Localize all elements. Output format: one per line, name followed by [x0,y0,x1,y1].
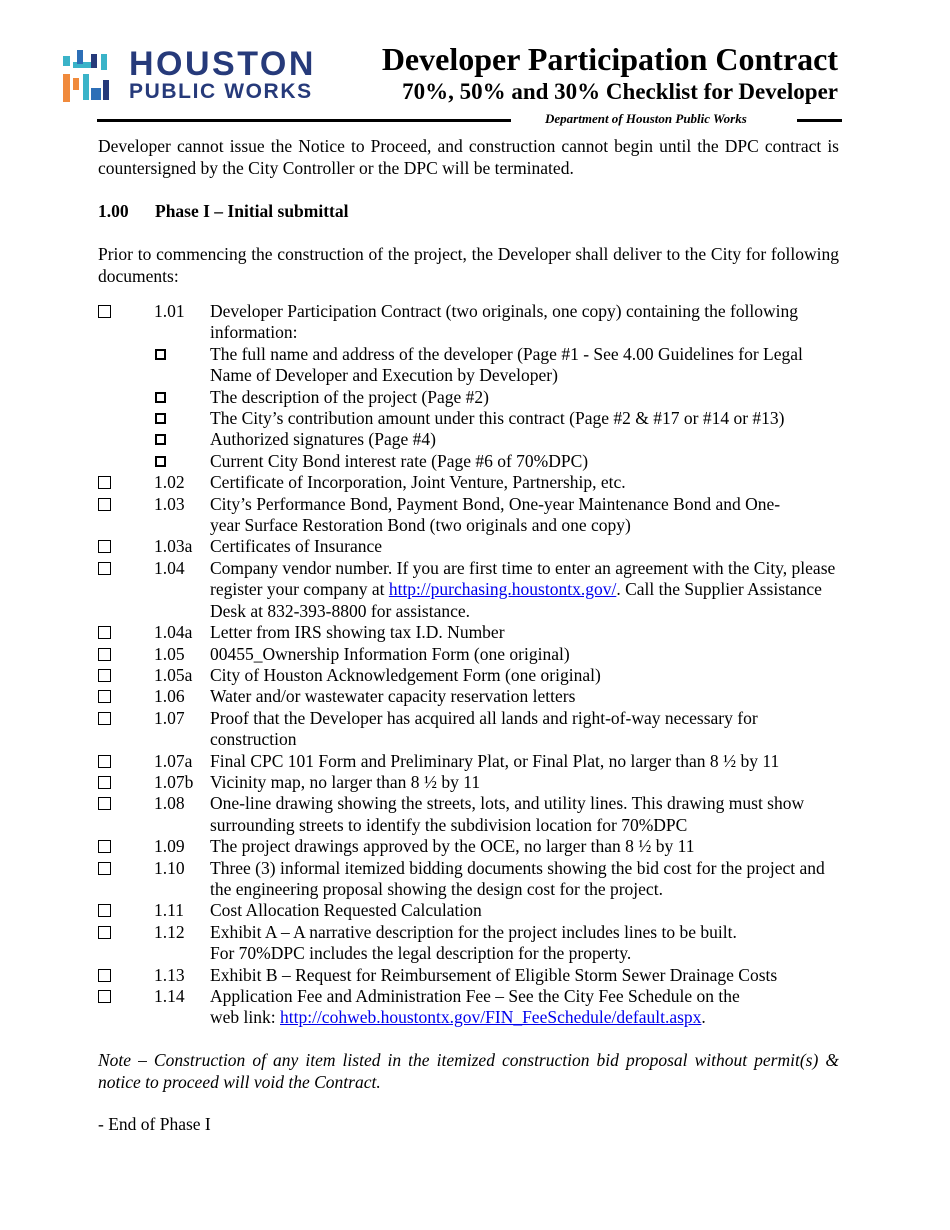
checklist-item [98,751,843,772]
section-number: 1.00 [98,201,129,221]
item-text: Three (3) informal itemized bidding documents showing the bid cost for the project and the engineering proposal showing the design cost for the project. [210,857,825,899]
item-text: Developer Participation Contract (two originals, one copy) containing the following information: [210,301,799,343]
houston-public-works-logo [63,45,333,106]
sub-item-text: The full name and address of the developer (Page #1 - See 4.00 Guidelines for Legal Name of Developer and Execution by Developer) [210,343,803,386]
checklist-item [98,301,843,344]
item-number: 1.02 [154,472,185,493]
checkbox[interactable] [98,669,111,682]
item-number: 1.07a [154,750,193,771]
checkbox[interactable] [98,862,111,875]
item-text: City of Houston Acknowledgement Form (one original) [210,664,601,685]
sub-item-text: The City’s contribution amount under this contract (Page #2 & #17 or #14 or #13) [210,408,785,429]
checkbox[interactable] [98,626,111,639]
checkbox[interactable] [98,926,111,939]
sub-item [98,344,843,387]
item-text: Cost Allocation Requested Calculation [210,900,482,921]
sub-item [98,429,843,450]
item-number: 1.06 [154,686,185,707]
item-number: 1.07b [154,771,194,792]
sub-checkbox[interactable] [155,434,166,445]
item-text [210,558,843,622]
item-text: Proof that the Developer has acquired all lands and right-of-way necessary for construction [210,707,758,750]
logo-wordmark: HOUSTON [129,45,316,83]
item-number: 1.13 [154,964,185,985]
checklist-item [98,644,843,665]
checklist-item [98,922,843,965]
section-heading [98,201,349,222]
logo-mark-icon [63,50,119,104]
checklist-item [98,558,843,622]
sub-item [98,451,843,472]
item-number: 1.12 [154,921,185,942]
item-number: 1.03a [154,536,193,557]
sub-item-text: The description of the project (Page #2) [210,386,489,407]
checkbox[interactable] [98,712,111,725]
sub-item-text: Current City Bond interest rate (Page #6 of 70%DPC) [210,450,589,471]
end-marker: - End of Phase I [98,1114,211,1134]
sub-checkbox[interactable] [155,413,166,424]
page-subtitle: 70%, 50% and 30% Checklist for Developer [402,79,838,104]
checkbox[interactable] [98,562,111,575]
item-number: 1.05 [154,643,185,664]
item-text: Letter from IRS showing tax I.D. Number [210,622,505,643]
item-number: 1.05a [154,664,193,685]
item-text: Exhibit B – Request for Reimbursement of Eligible Storm Sewer Drainage Costs [210,964,778,985]
item-text: 00455_Ownership Information Form (one original) [210,643,570,664]
checkbox[interactable] [98,969,111,982]
item-text-line: Exhibit A – A narrative description for the project includes lines to be built. [210,921,737,942]
item-number: 1.04a [154,622,193,643]
purchasing-link[interactable]: http://purchasing.houstontx.gov/ [388,579,617,600]
checklist-item [98,986,843,1029]
checklist-item [98,494,843,537]
title-block [382,40,838,106]
item-number: 1.04 [154,557,185,578]
item-text: Water and/or wastewater capacity reservation letters [210,686,576,707]
item-number: 1.11 [154,900,184,921]
item-text: One-line drawing showing the streets, lots, and utility lines. This drawing must show surrounding streets to identify the subdivision location for 70%DPC [210,793,805,835]
checkbox[interactable] [98,797,111,810]
checkbox[interactable] [98,476,111,489]
checkbox[interactable] [98,904,111,917]
item-number: 1.07 [154,707,185,728]
sub-checkbox[interactable] [155,349,166,360]
section-title: Phase I – Initial submittal [155,201,349,221]
note-paragraph: Note – Construction of any item listed in the itemized construction bid proposal without permit(s) & notice to proceed will void the Contract. [98,1050,839,1092]
checklist-item [98,793,843,836]
checkbox[interactable] [98,540,111,553]
checklist-item [98,686,843,707]
checklist-item [98,858,843,901]
page-title: Developer Participation Contract [381,41,838,77]
checklist-item [98,772,843,793]
checklist-item [98,665,843,686]
item-text-part: Company vendor number. If you are first time to enter an agreement with the City, please register your company at [210,557,836,600]
item-number: 1.08 [154,793,185,814]
header-rule-left [97,119,511,122]
item-text-part: . Call the Supplier Assistance Desk at 832-393-8800 for assistance. [210,579,822,621]
logo-subtitle: PUBLIC WORKS [129,80,313,103]
item-text: Vicinity map, no larger than 8 ½ by 11 [210,771,481,792]
checklist-item [98,472,843,493]
item-text: Final CPC 101 Form and Preliminary Plat, or Final Plat, no larger than 8 ½ by 11 [210,750,780,771]
checkbox[interactable] [98,840,111,853]
item-text: Certificate of Incorporation, Joint Venture, Partnership, etc. [210,472,626,493]
checklist-item [98,965,843,986]
checkbox[interactable] [98,648,111,661]
sub-item [98,408,843,429]
checkbox[interactable] [98,755,111,768]
item-text: City’s Performance Bond, Payment Bond, One-year Maintenance Bond and One-year Surface Restoration Bond (two originals and one copy) [210,493,781,536]
checklist-item [98,900,843,921]
sub-item-text: Authorized signatures (Page #4) [210,429,436,450]
header-rule-right [797,119,842,122]
item-number: 1.10 [154,857,185,878]
checkbox[interactable] [98,305,111,318]
item-number: 1.03 [154,493,185,514]
item-number: 1.01 [154,301,185,321]
item-text-part: web link: [210,1007,280,1028]
sub-item [98,387,843,408]
checklist-item [98,836,843,857]
item-text: The project drawings approved by the OCE, no larger than 8 ½ by 11 [210,836,695,857]
item-text: Certificates of Insurance [210,536,383,557]
checkbox[interactable] [98,690,111,703]
checkbox[interactable] [98,990,111,1003]
item-number: 1.09 [154,836,185,857]
lead-paragraph: Prior to commencing the construction of the project, the Developer shall deliver to the City for following documents: [98,244,839,286]
item-text-line: For 70%DPC includes the legal description for the property. [210,943,632,964]
department-label: Department of Houston Public Works [545,111,747,126]
item-text [210,922,843,965]
item-number: 1.14 [154,986,185,1006]
item-text [210,986,843,1029]
checklist [98,301,843,1029]
checklist-item [98,622,843,643]
sub-checkbox[interactable] [155,392,166,403]
item-text-line: Application Fee and Administration Fee – See the City Fee Schedule on the [210,986,740,1006]
item-text-part: . [701,1007,706,1028]
checklist-item [98,536,843,557]
intro-paragraph: Developer cannot issue the Notice to Proceed, and construction cannot begin until the DPC contract is countersigned by the City Controller or the DPC will be terminated. [98,136,839,178]
checkbox[interactable] [98,498,111,511]
fee-schedule-link[interactable]: http://cohweb.houstontx.gov/FIN_FeeSchedule/default.aspx [280,1007,702,1028]
sub-checkbox[interactable] [155,456,166,467]
checklist-item [98,708,843,751]
item-text-line [210,1007,843,1028]
checkbox[interactable] [98,776,111,789]
